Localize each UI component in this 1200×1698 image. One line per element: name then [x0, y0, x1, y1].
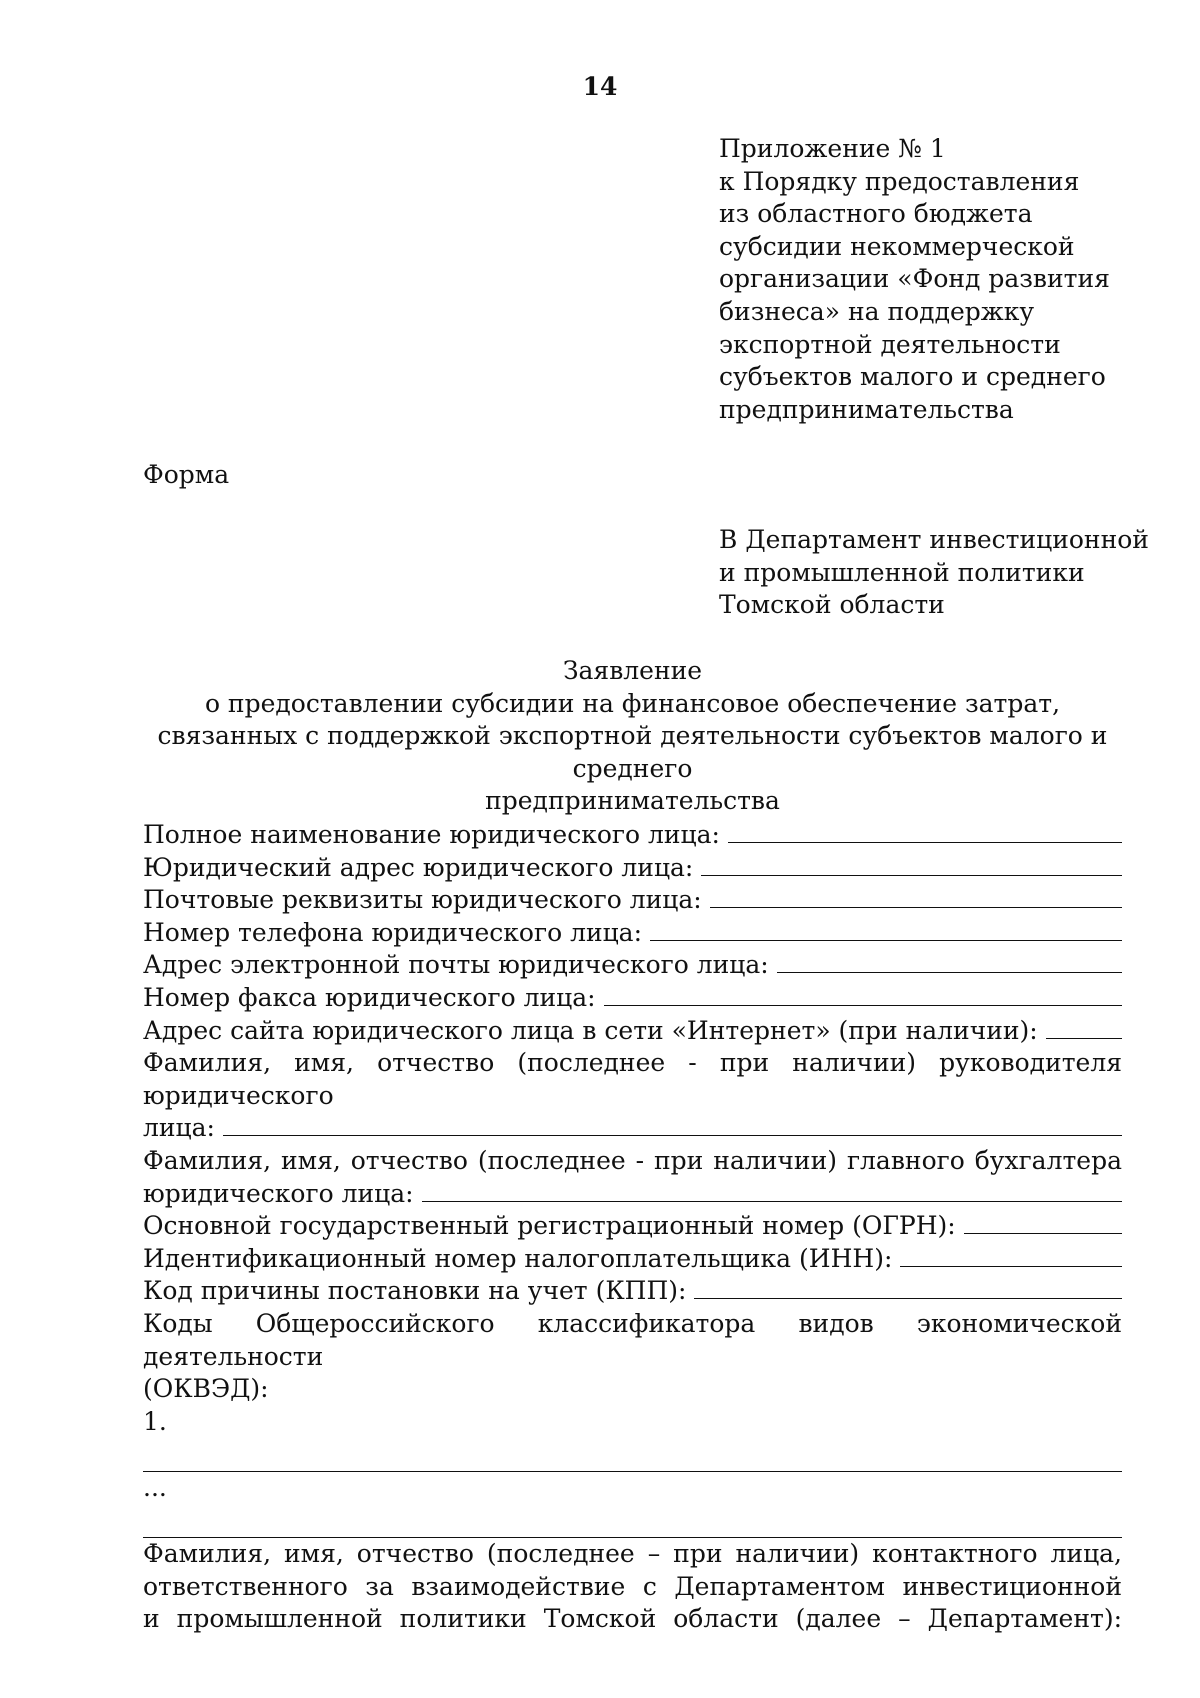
appendix-line: к Порядку предоставления [719, 166, 1080, 196]
okved-label-line2: (ОКВЭД): [143, 1374, 269, 1404]
email-field [143, 949, 1122, 982]
title-line: связанных с поддержкой экспортной деятельности субъектов малого и среднего [157, 721, 1108, 783]
fax-field [143, 982, 1122, 1015]
ogrn-field [143, 1210, 1122, 1243]
email-blank[interactable] [777, 950, 1122, 973]
director-label-line2: лица: [143, 1113, 215, 1143]
form-label: Форма [143, 460, 230, 489]
director-blank[interactable] [223, 1113, 1122, 1136]
okved-item-blank[interactable] [143, 1438, 1122, 1472]
okved-label-line1: Коды Общероссийского классификатора видов экономической деятельности [143, 1308, 1122, 1371]
accountant-blank[interactable] [422, 1179, 1122, 1202]
full-name-field [143, 819, 1122, 852]
kpp-blank[interactable] [694, 1276, 1122, 1299]
inn-field [143, 1243, 1122, 1276]
appendix-line: Приложение № 1 [719, 134, 946, 163]
full-name-blank[interactable] [728, 820, 1122, 843]
okved-item-number: 1. [143, 1406, 167, 1436]
contact-label-line2: ответственного за взаимодействие с Департаментом инвестиционной [143, 1571, 1122, 1601]
appendix-line: субсидии некоммерческой [719, 231, 1075, 261]
document-title [143, 655, 1122, 818]
kpp-field [143, 1275, 1122, 1308]
appendix-line: предпринимательства [719, 394, 1014, 424]
website-blank[interactable] [1046, 1016, 1122, 1039]
phone-blank[interactable] [650, 918, 1122, 941]
director-field [143, 1112, 1122, 1145]
okved-more-blank[interactable] [143, 1504, 1122, 1538]
accountant-label-line2: юридического лица: [143, 1178, 414, 1208]
ogrn-label: Основной государственный регистрационный номер (ОГРН): [143, 1211, 956, 1241]
inn-blank[interactable] [900, 1244, 1122, 1267]
legal-address-label: Юридический адрес юридического лица: [143, 852, 694, 882]
website-field [143, 1015, 1122, 1048]
email-label: Адрес электронной почты юридического лица: [143, 950, 769, 980]
ogrn-blank[interactable] [964, 1211, 1122, 1234]
appendix-line: организации «Фонд развития [719, 264, 1110, 294]
contact-label-line3: и промышленной политики Томской области (далее – Департамент): [143, 1604, 1122, 1634]
title-line: Заявление [562, 656, 703, 685]
accountant-label-line1: Фамилия, имя, отчество (последнее - при наличии) главного бухгалтера [143, 1145, 1122, 1175]
addressee-line: и промышленной политики [719, 557, 1085, 587]
full-name-label: Полное наименование юридического лица: [143, 820, 720, 849]
application-fields [143, 819, 1122, 1636]
addressee-line: В Департамент инвестиционной [719, 525, 1149, 554]
appendix-line: экспортной деятельности [719, 329, 1061, 359]
director-label-line1: Фамилия, имя, отчество (последнее - при наличии) руководителя юридического [143, 1048, 1122, 1110]
website-label: Адрес сайта юридического лица в сети «Интернет» (при наличии): [143, 1015, 1038, 1045]
postal-details-label: Почтовые реквизиты юридического лица: [143, 885, 702, 915]
phone-label: Номер телефона юридического лица: [143, 917, 643, 947]
appendix-header [719, 133, 1110, 426]
contact-label-line1: Фамилия, имя, отчество (последнее – при наличии) контактного лица, [143, 1539, 1122, 1569]
postal-details-blank[interactable] [710, 885, 1122, 908]
legal-address-field [143, 852, 1122, 885]
phone-field [143, 917, 1122, 950]
kpp-label: Код причины постановки на учет (КПП): [143, 1276, 687, 1306]
postal-details-field [143, 884, 1122, 917]
title-line: предпринимательства [485, 786, 780, 816]
title-line: о предоставлении субсидии на финансовое обеспечение затрат, [204, 688, 1061, 718]
inn-label: Идентификационный номер налогоплательщика (ИНН): [143, 1243, 893, 1273]
fax-blank[interactable] [604, 983, 1122, 1006]
appendix-line: бизнеса» на поддержку [719, 296, 1035, 326]
page-number: 14 [582, 72, 618, 101]
appendix-line: из областного бюджета [719, 199, 1033, 229]
fax-label: Номер факса юридического лица: [143, 982, 596, 1012]
appendix-line: субъектов малого и среднего [719, 362, 1106, 392]
accountant-field [143, 1178, 1122, 1211]
okved-more: ... [143, 1472, 167, 1502]
addressee-line: Томской области [719, 590, 945, 620]
addressee-block [719, 524, 1149, 622]
legal-address-blank[interactable] [701, 853, 1122, 876]
